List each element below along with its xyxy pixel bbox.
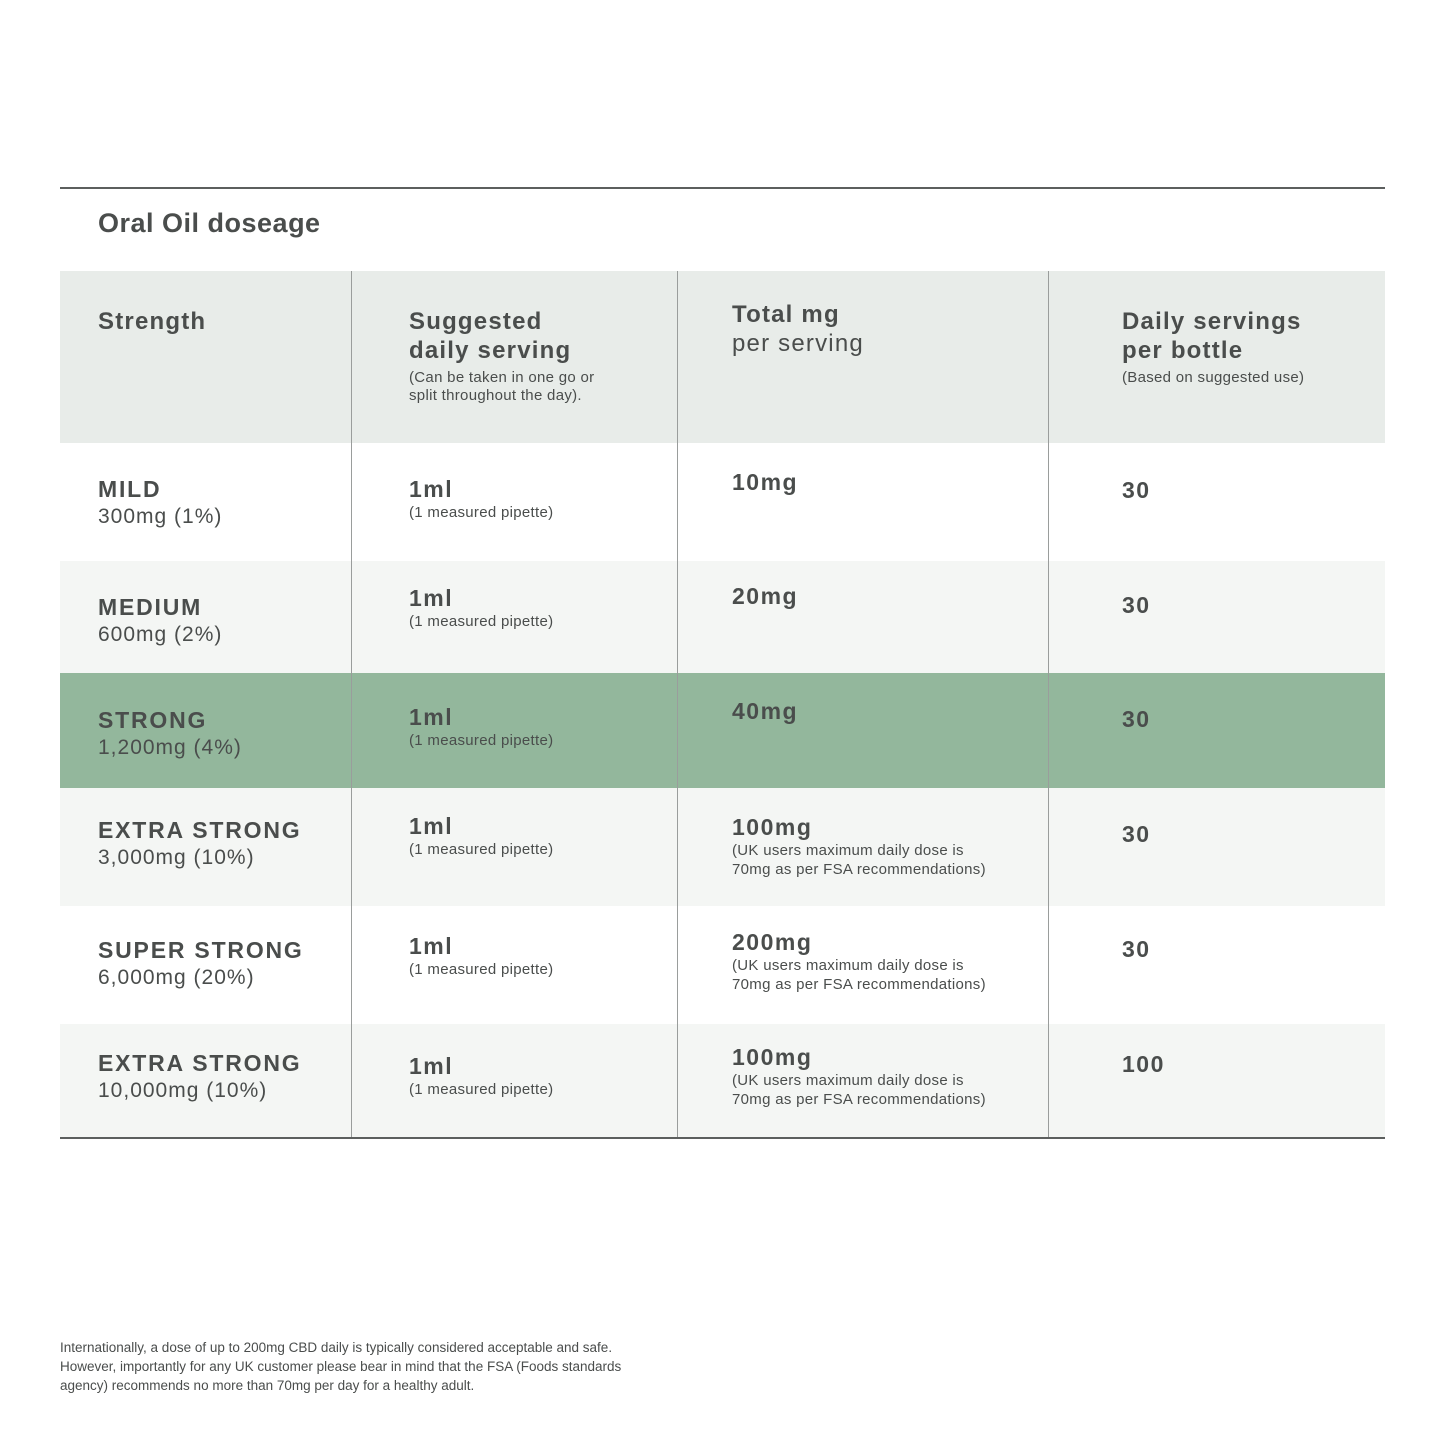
strength-name: EXTRA STRONG [98,817,302,843]
serving-value: 1ml [409,1053,454,1079]
strength-cell [60,561,351,673]
table-row [60,561,1385,673]
total-mg-value: 10mg [732,469,799,495]
top-rule [60,187,1385,189]
strength-value: 1,200mg (4%) [98,736,242,759]
servings-value: 30 [1122,477,1151,503]
strength-cell [60,443,351,561]
serving-value: 1ml [409,585,454,611]
servings-value: 30 [1122,592,1151,618]
total-mg-cell [677,906,1048,1024]
serving-cell [351,906,677,1024]
footnote: Internationally, a dose of up to 200mg CBD daily is typically considered acceptable and safe. However, importantly for any UK customer please bear in mind that the FSA (Foods standards agency) recommends no more than 70mg per day for a healthy adult. [60,1340,622,1393]
total-mg-value: 100mg [732,814,813,840]
table-row [60,1024,1385,1139]
serving-value: 1ml [409,933,454,959]
serving-cell [351,788,677,906]
serving-value: 1ml [409,813,454,839]
servings-cell [1048,1024,1385,1139]
strength-value: 3,000mg (10%) [98,846,255,869]
header-servings-note: (Based on suggested use) [1122,369,1305,386]
serving-cell [351,561,677,673]
total-mg-note: (UK users maximum daily dose is 70mg as per FSA recommendations) [732,957,986,993]
header-servings-label: Daily servings per bottle [1122,308,1302,364]
header-strength [60,271,351,443]
strength-cell [60,788,351,906]
strength-name: SUPER STRONG [98,937,304,963]
serving-note: (1 measured pipette) [409,1081,554,1098]
total-mg-cell [677,561,1048,673]
serving-note: (1 measured pipette) [409,613,554,630]
servings-value: 30 [1122,821,1151,847]
table-header-row [60,271,1385,443]
servings-cell [1048,673,1385,788]
header-total-mg-sub: per serving [732,330,864,357]
total-mg-cell [677,673,1048,788]
table-row [60,788,1385,906]
strength-cell [60,906,351,1024]
total-mg-cell [677,1024,1048,1139]
strength-cell [60,1024,351,1139]
total-mg-value: 20mg [732,583,799,609]
header-total-mg-label: Total mg [732,301,840,328]
strength-value: 10,000mg (10%) [98,1079,268,1102]
total-mg-value: 40mg [732,698,799,724]
servings-value: 30 [1122,936,1151,962]
strength-value: 600mg (2%) [98,623,223,646]
total-mg-cell [677,443,1048,561]
serving-note: (1 measured pipette) [409,961,554,978]
table-row-highlighted [60,673,1385,788]
serving-cell [351,443,677,561]
header-serving-label: Suggested daily serving [409,308,572,364]
serving-value: 1ml [409,704,454,730]
total-mg-cell [677,788,1048,906]
strength-value: 300mg (1%) [98,505,223,528]
strength-name: EXTRA STRONG [98,1050,302,1076]
servings-cell [1048,443,1385,561]
serving-cell [351,673,677,788]
strength-cell [60,673,351,788]
serving-note: (1 measured pipette) [409,732,554,749]
total-mg-note: (UK users maximum daily dose is 70mg as per FSA recommendations) [732,1072,986,1108]
total-mg-value: 100mg [732,1044,813,1070]
table-row [60,443,1385,561]
bottom-rule [60,1137,1385,1139]
serving-note: (1 measured pipette) [409,841,554,858]
strength-name: MEDIUM [98,594,203,620]
header-servings [1048,271,1385,443]
serving-value: 1ml [409,476,454,502]
servings-cell [1048,788,1385,906]
header-serving-note: (Can be taken in one go or split throughout the day). [409,369,595,404]
strength-name: STRONG [98,707,208,733]
dosage-table [60,271,1385,1139]
servings-value: 30 [1122,706,1151,732]
header-strength-label: Strength [98,308,207,335]
page-title: Oral Oil doseage [98,208,321,238]
servings-value: 100 [1122,1051,1165,1077]
header-total-mg [677,271,1048,443]
strength-name: MILD [98,476,162,502]
strength-value: 6,000mg (20%) [98,966,255,989]
total-mg-note: (UK users maximum daily dose is 70mg as per FSA recommendations) [732,842,986,878]
servings-cell [1048,906,1385,1024]
serving-note: (1 measured pipette) [409,504,554,521]
table-row [60,906,1385,1024]
servings-cell [1048,561,1385,673]
serving-cell [351,1024,677,1139]
total-mg-value: 200mg [732,929,813,955]
header-serving [351,271,677,443]
